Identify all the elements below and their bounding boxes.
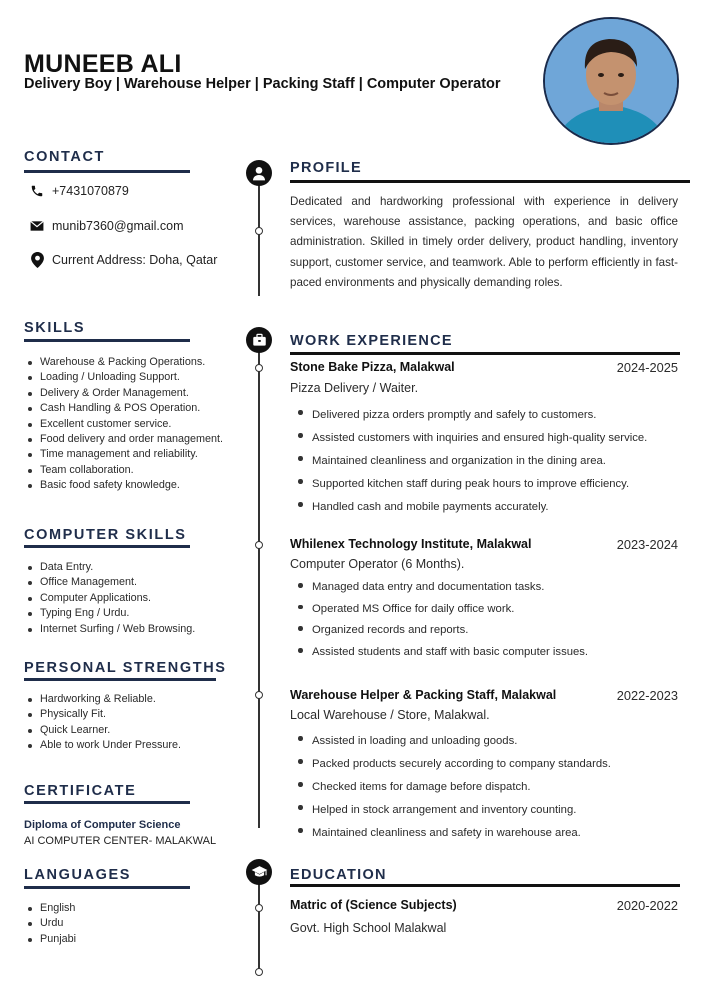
list-item: Data Entry.: [24, 560, 195, 575]
candidate-name: MUNEEB ALI: [24, 50, 182, 78]
list-item: English: [24, 901, 76, 916]
job-title: Warehouse Helper & Packing Staff, Malakwal: [290, 688, 557, 702]
computer-skills-divider: [24, 545, 190, 548]
email-text[interactable]: munib7360@gmail.com: [52, 219, 184, 233]
job-years: 2023-2024: [616, 537, 678, 552]
job-bullets: [296, 730, 611, 845]
skills-list: [24, 355, 223, 494]
list-item: Checked items for damage before dispatch.: [296, 776, 611, 799]
experience-heading: WORK EXPERIENCE: [290, 333, 453, 349]
list-item: Helped in stock arrangement and inventory counting.: [296, 799, 611, 822]
strengths-divider: [24, 678, 216, 681]
strengths-heading: PERSONAL STRENGTHS: [24, 660, 227, 676]
list-item: Warehouse & Packing Operations.: [24, 355, 223, 370]
languages-list: [24, 901, 76, 947]
job-years: 2022-2023: [616, 688, 678, 703]
list-item: Delivered pizza orders promptly and safely to customers.: [296, 404, 647, 427]
list-item: Assisted students and staff with basic computer issues.: [296, 642, 588, 664]
education-title: Matric of (Science Subjects): [290, 898, 457, 912]
list-item: Managed data entry and documentation tasks.: [296, 577, 588, 599]
user-icon: [246, 160, 272, 186]
timeline-dot: [255, 227, 263, 235]
job-role: Local Warehouse / Store, Malakwal.: [290, 708, 490, 722]
list-item: Office Management.: [24, 575, 195, 590]
job-role: Pizza Delivery / Waiter.: [290, 381, 419, 395]
timeline-dot: [255, 904, 263, 912]
education-years: 2020-2022: [616, 898, 678, 913]
list-item: Typing Eng / Urdu.: [24, 606, 195, 621]
languages-heading: LANGUAGES: [24, 867, 132, 883]
list-item: Maintained cleanliness and safety in warehouse area.: [296, 822, 611, 845]
skills-heading: SKILLS: [24, 320, 86, 336]
job-bullets: [296, 404, 647, 519]
briefcase-icon: [246, 327, 272, 353]
skills-divider: [24, 339, 190, 342]
strengths-list: [24, 692, 181, 754]
timeline-dot: [255, 364, 263, 372]
list-item: Cash Handling & POS Operation.: [24, 401, 223, 416]
phone-icon: [30, 184, 44, 198]
certificate-org: AI COMPUTER CENTER- MALAKWAL: [24, 835, 217, 847]
profile-heading: PROFILE: [290, 160, 362, 176]
graduation-cap-icon: [246, 859, 272, 885]
list-item: Organized records and reports.: [296, 620, 588, 642]
education-school: Govt. High School Malakwal: [290, 921, 447, 935]
list-item: Excellent customer service.: [24, 417, 223, 432]
list-item: Loading / Unloading Support.: [24, 370, 223, 385]
list-item: Punjabi: [24, 932, 76, 947]
computer-skills-list: [24, 560, 195, 637]
mail-icon: [30, 219, 44, 233]
phone-text[interactable]: +7431070879: [52, 184, 129, 198]
timeline-line: [258, 352, 260, 828]
job-years: 2024-2025: [616, 360, 678, 375]
timeline-dot: [255, 541, 263, 549]
timeline-dot: [255, 691, 263, 699]
education-heading: EDUCATION: [290, 867, 387, 883]
profile-photo: [543, 17, 679, 145]
job-title: Whilenex Technology Institute, Malakwal: [290, 537, 532, 551]
profile-text: Dedicated and hardworking professional with experience in delivery services, warehouse assistance, packing operations, and basic office administration. Skilled in timely order delivery, product handling, inventory support, customer service, and teamwork. Able to perform efficiently in fast-paced environments and physically demanding roles.: [290, 195, 678, 289]
list-item: Maintained cleanliness and organization in the dining area.: [296, 450, 647, 473]
education-divider: [290, 884, 680, 887]
list-item: Team collaboration.: [24, 463, 223, 478]
languages-divider: [24, 886, 190, 889]
address-text: Current Address: Doha, Qatar: [52, 253, 218, 267]
list-item: Time management and reliability.: [24, 447, 223, 462]
list-item: Assisted customers with inquiries and ensured high-quality service.: [296, 427, 647, 450]
contact-address: [30, 253, 217, 267]
job-role: Computer Operator (6 Months).: [290, 557, 465, 571]
list-item: Packed products securely according to company standards.: [296, 753, 611, 776]
list-item: Hardworking & Reliable.: [24, 692, 181, 707]
list-item: Able to work Under Pressure.: [24, 738, 181, 753]
list-item: Basic food safety knowledge.: [24, 478, 223, 493]
list-item: Delivery & Order Management.: [24, 386, 223, 401]
certificate-divider: [24, 801, 190, 804]
list-item: Computer Applications.: [24, 591, 195, 606]
list-item: Food delivery and order management.: [24, 432, 223, 447]
timeline-dot: [255, 968, 263, 976]
certificate-heading: CERTIFICATE: [24, 783, 137, 799]
contact-heading: CONTACT: [24, 149, 106, 165]
list-item: Operated MS Office for daily office work.: [296, 599, 588, 621]
candidate-subtitle: Delivery Boy | Warehouse Helper | Packing Staff | Computer Operator: [24, 76, 501, 92]
list-item: Supported kitchen staff during peak hours to improve efficiency.: [296, 473, 647, 496]
list-item: Physically Fit.: [24, 707, 181, 722]
location-pin-icon: [30, 253, 44, 267]
job-bullets: [296, 577, 588, 664]
list-item: Assisted in loading and unloading goods.: [296, 730, 611, 753]
contact-email: [30, 219, 184, 233]
experience-divider: [290, 352, 680, 355]
list-item: Quick Learner.: [24, 723, 181, 738]
job-title: Stone Bake Pizza, Malakwal: [290, 360, 455, 374]
computer-skills-heading: COMPUTER SKILLS: [24, 527, 187, 543]
list-item: Internet Surfing / Web Browsing.: [24, 622, 195, 637]
certificate-title: Diploma of Computer Science: [24, 819, 181, 831]
timeline-line: [258, 178, 260, 296]
timeline-line: [258, 884, 260, 972]
list-item: Handled cash and mobile payments accurately.: [296, 496, 647, 519]
profile-photo-image: [545, 19, 677, 143]
list-item: Urdu: [24, 916, 76, 931]
profile-divider: [290, 180, 690, 183]
contact-phone: [30, 184, 129, 198]
contact-divider: [24, 170, 190, 173]
